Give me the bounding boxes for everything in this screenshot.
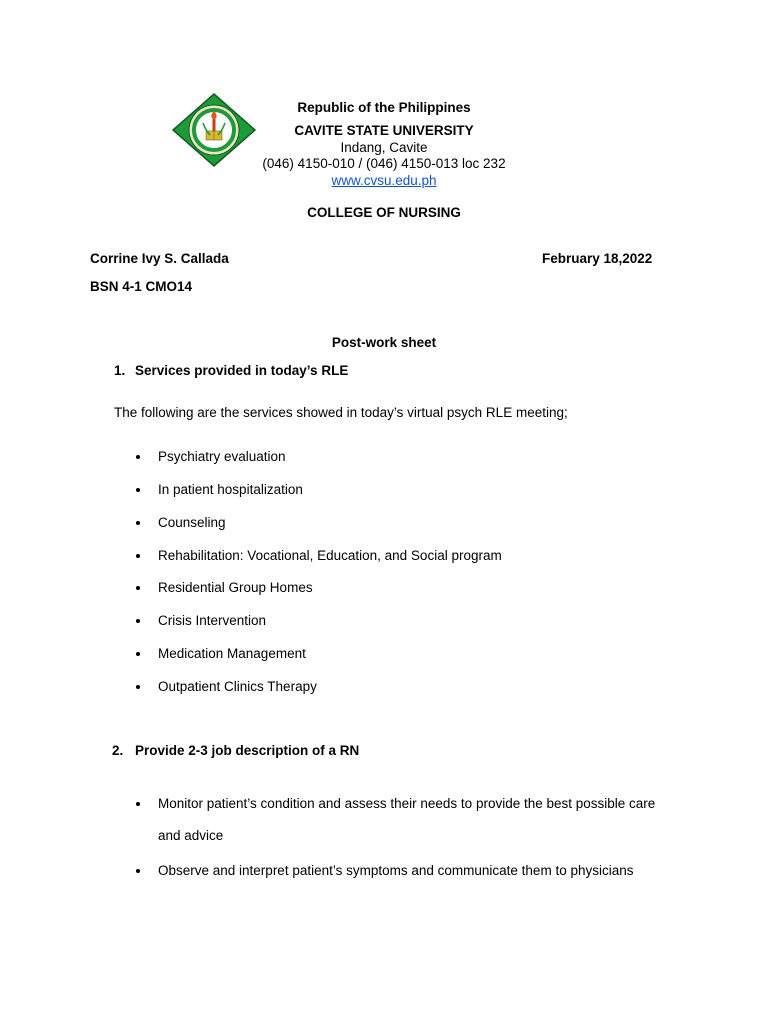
list-item: Monitor patient’s condition and assess their needs to provide the best possible care	[158, 796, 656, 811]
website-link[interactable]: www.cvsu.edu.ph	[331, 173, 437, 188]
university-location: Indang, Cavite	[340, 140, 428, 155]
website-row	[0, 172, 768, 189]
sheet-title: Post-work sheet	[331, 335, 437, 350]
student-section: BSN 4-1 CMO14	[90, 279, 193, 294]
list-item: Residential Group Homes	[158, 580, 313, 595]
bullet-icon	[136, 455, 140, 459]
list-item: Outpatient Clinics Therapy	[158, 679, 317, 694]
bullet-icon	[136, 652, 140, 656]
section1-intro: The following are the services showed in today’s virtual psych RLE meeting;	[114, 405, 568, 420]
section2-number: 2.	[112, 743, 124, 758]
bullet-icon	[136, 619, 140, 623]
list-item: In patient hospitalization	[158, 482, 303, 497]
list-item: Psychiatry evaluation	[158, 449, 286, 464]
college-heading: COLLEGE OF NURSING	[307, 205, 461, 220]
bullet-icon	[136, 685, 140, 689]
list-item: Rehabilitation: Vocational, Education, and Social program	[158, 548, 502, 563]
section1-heading: Services provided in today’s RLE	[135, 363, 349, 378]
bullet-icon	[136, 586, 140, 590]
bullet-icon	[136, 554, 140, 558]
bullet-icon	[136, 488, 140, 492]
section1-number: 1.	[114, 363, 126, 378]
bullet-icon	[136, 521, 140, 525]
list-item-continuation: and advice	[158, 828, 224, 843]
list-item: Crisis Intervention	[158, 613, 267, 628]
university-name: CAVITE STATE UNIVERSITY	[294, 123, 474, 138]
list-item: Observe and interpret patient’s symptoms and communicate them to physicians	[158, 863, 634, 878]
republic-heading: Republic of the Philippines	[297, 100, 471, 115]
bullet-icon	[136, 802, 140, 806]
list-item: Medication Management	[158, 646, 306, 661]
list-item: Counseling	[158, 515, 226, 530]
section2-heading: Provide 2-3 job description of a RN	[135, 743, 360, 758]
submission-date: February 18,2022	[542, 251, 653, 266]
student-name: Corrine Ivy S. Callada	[90, 251, 229, 266]
bullet-icon	[136, 869, 140, 873]
university-phone: (046) 4150-010 / (046) 4150-013 loc 232	[262, 156, 506, 171]
